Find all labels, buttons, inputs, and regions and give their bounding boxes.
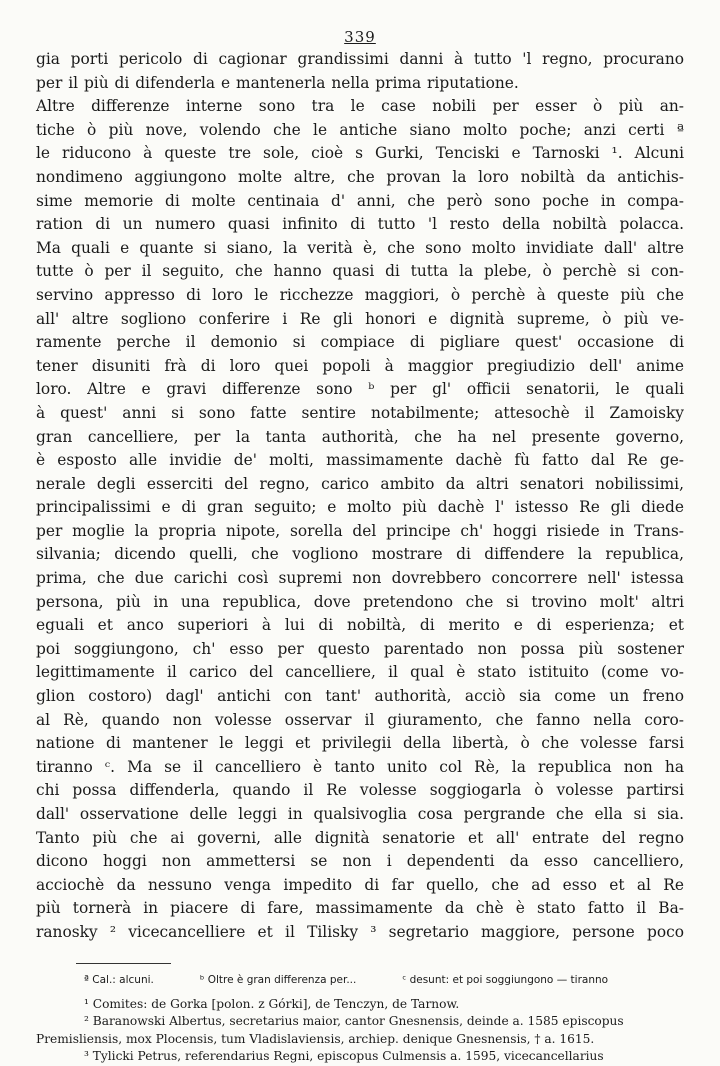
variant-note: ᶜ desunt: et poi soggiungono — tiranno [402,973,609,986]
text-line: glion costoro) dagl' antichi con tant' authorità, acciò sia come un freno [36,687,684,706]
text-line: chi possa diffenderla, quando il Re volesse soggiogarla ò volesse partirsi [36,781,684,800]
variant-note: ᵇ Oltre è gran differenza per... [199,973,357,986]
text-line: gran cancelliere, per la tanta authorità, che ha nel presente governo, [36,427,684,446]
main-text [36,48,684,945]
text-line: servino appresso di loro le ricchezze maggiori, ò perchè à queste più che [36,285,684,304]
text-line: loro. Altre e gravi differenze sono ᵇ per gl' officii senatorii, le quali [36,380,684,399]
text-line: poi soggiungono, ch' esso per questo parentado non possa più sostener [36,639,684,658]
page [36,28,684,1066]
footnote-divider [76,963,171,964]
textual-variants [36,974,684,986]
text-line: sime memorie di molte centinaia d' anni, che però sono poche in compa- [36,191,684,210]
text-line: per moglie la propria nipote, sorella del principe ch' hoggi risiede in Trans- [36,521,684,540]
text-line: le riducono à queste tre sole, cioè s Gurki, Tenciski e Tarnoski ¹. Alcuni [36,144,684,163]
variant-note: ª Cal.: alcuni. [84,973,154,986]
text-line: tener disuniti frà di loro quei popoli à maggior pregiudizio dell' anime [36,356,684,375]
text-line: natione di mantener le leggi et privilegii della libertà, ò che volesse farsi [36,734,684,753]
text-line: tiche ò più nove, volendo che le antiche siano molto poche; anzi certi ª [36,120,684,139]
text-line: eguali et anco superiori à lui di nobiltà, di merito e di esperienza; et [36,616,684,635]
text-line: ramente perche il demonio si compiace di pigliare quest' occasione di [36,333,684,352]
text-line: nerale degli esserciti del regno, carico ambito da altri senatori nobilissimi, [36,474,684,493]
text-line: ranosky ² vicecancelliere et il Tilisky ³ segretario maggiore, persone poco [36,922,684,941]
page-number: 339 [344,28,376,46]
text-line: acciochè da nessuno venga impedito di far quello, che ad esso et al Re [36,875,684,894]
text-line: all' altre sogliono conferire i Re gli honori e dignità supreme, ò più ve- [36,309,684,328]
text-line: per il più di difenderla e mantenerla nella prima riputatione. [36,73,519,92]
text-line: Ma quali e quante si siano, la verità è, che sono molto invidiate dall' altre [36,238,684,257]
text-line: Tanto più che ai governi, alle dignità senatorie et all' entrate del regno [36,828,684,847]
text-line: persona, più in una republica, dove pretendono che si trovino molt' altri [36,592,684,611]
text-line: Altre differenze interne sono tra le case nobili per esser ò più an- [36,97,684,116]
footnote: ³ Tylicki Petrus, referendarius Regni, episcopus Culmensis a. 1595, vicecancellarius [84,1049,604,1064]
text-line: silvania; dicendo quelli, che vogliono mostrare di diffendere la republica, [36,545,684,564]
text-line: dall' osservatione delle leggi in qualsivoglia cosa pergrande che ella si sia. [36,805,684,823]
text-line: gia porti pericolo di cagionar grandissimi danni à tutto 'l regno, procurano [36,50,684,68]
text-line: ration di un numero quasi infinito di tutto 'l resto della nobiltà polacca. [36,215,684,234]
text-line: più tornerà in piacere di fare, massimamente da chè è stato fatto il Ba- [36,899,684,918]
text-line: prima, che due carichi così supremi non dovrebbero concorrere nell' istessa [36,569,684,588]
text-line: tiranno ᶜ. Ma se il cancelliero è tanto unito col Rè, la republica non ha [36,757,684,776]
text-line: dicono hoggi non ammettersi se non i dependenti da esso cancelliero, [36,852,684,871]
footnote: ² Baranowski Albertus, secretarius maior, cantor Gnesnensis, deinde a. 1585 episcopus [84,1014,624,1029]
text-line: principalissimi e di gran seguito; e molto più dachè l' istesso Re gli diede [36,498,684,517]
text-line: legittimamente il carico del cancelliere, il qual è stato istituito (come vo- [36,663,684,682]
footnote: ¹ Comites: de Gorka [polon. z Górki], de Tenczyn, de Tarnow. [84,996,460,1011]
text-line: è esposto alle invidie de' molti, massimamente dachè fù fatto dal Re ge- [36,451,684,470]
text-line: à quest' anni si sono fatte sentire notabilmente; attesochè il Zamoisky [36,403,684,422]
text-line: tutte ò per il seguito, che hanno quasi di tutta la plebe, ò perchè si con- [36,262,684,281]
text-line: al Rè, quando non volesse osservar il giuramento, che fanno nella coro- [36,710,684,729]
footnote-continuation: Premisliensis, mox Plocensis, tum Vladislaviensis, archiep. denique Gnesnensis, † a. 1615. [36,1031,595,1046]
text-line: nondimeno aggiungono molte altre, che provan la loro nobiltà da antichis- [36,167,684,186]
footnotes [36,996,684,1066]
